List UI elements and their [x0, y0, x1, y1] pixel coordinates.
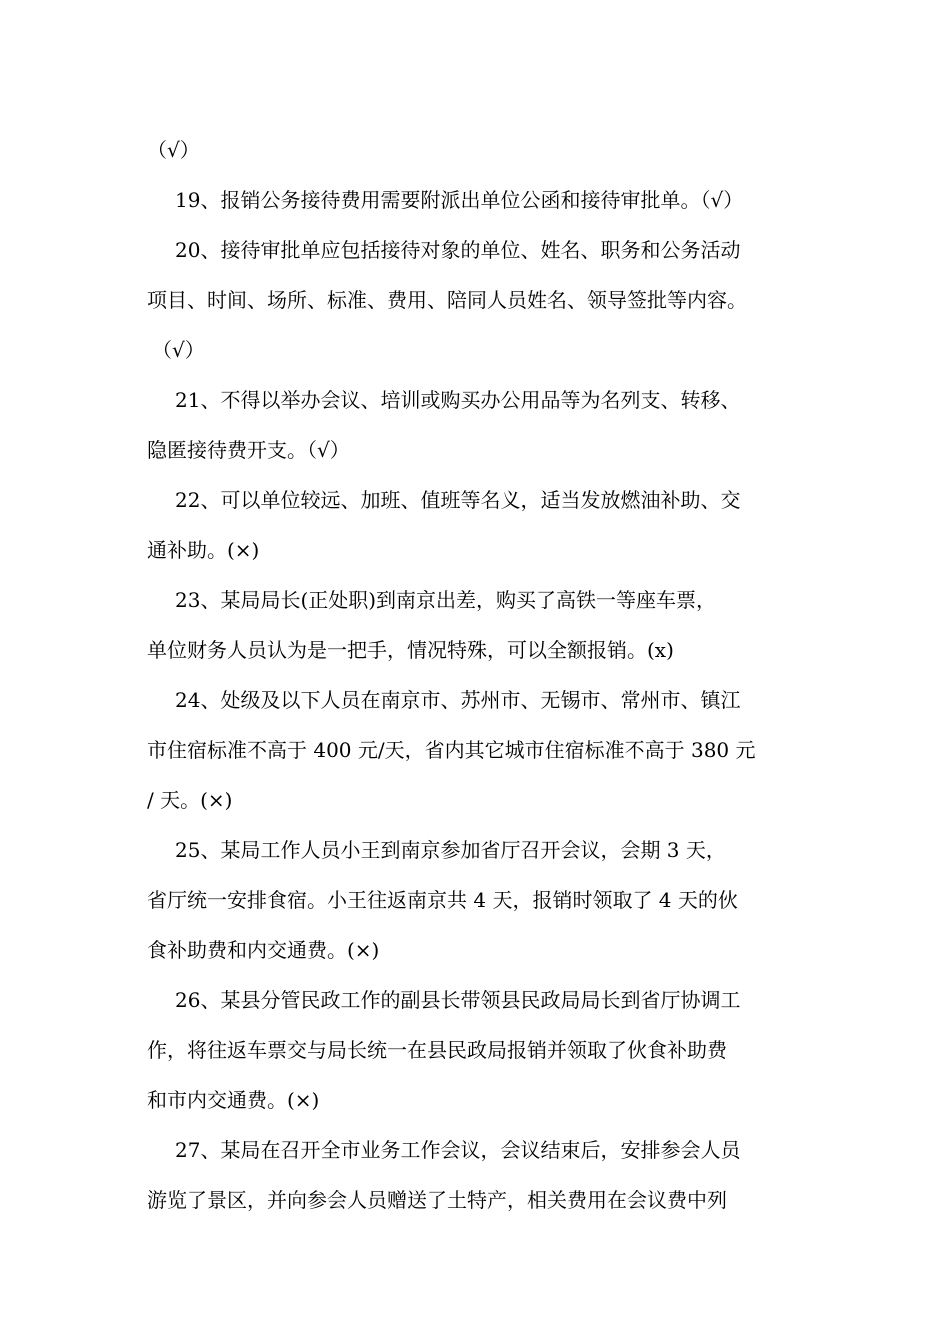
text-line: （√） [147, 138, 200, 162]
text-line: 省厅统一安排食宿。小王往返南京共 4 天，报销时领取了 4 天的伙 [147, 888, 738, 912]
text-line: 26、某县分管民政工作的副县长带领县民政局局长到省厅协调工 [175, 988, 741, 1012]
text-line: / 天。(×) [147, 788, 233, 812]
text-line: 通补助。(×) [147, 538, 260, 562]
text-line: 23、某局局长(正处职)到南京出差，购买了高铁一等座车票， [175, 588, 717, 612]
text-line: 项目、时间、场所、标准、费用、陪同人员姓名、领导签批等内容。 [147, 288, 747, 312]
text-line: 25、某局工作人员小王到南京参加省厅召开会议，会期 3 天， [175, 838, 726, 862]
text-line: 和市内交通费。(×) [147, 1088, 320, 1112]
text-line: 19、报销公务接待费用需要附派出单位公函和接待审批单。（√） [175, 188, 744, 212]
text-line: 作，将往返车票交与局长统一在县民政局报销并领取了伙食补助费 [147, 1038, 727, 1062]
text-line: 24、处级及以下人员在南京市、苏州市、无锡市、常州市、镇江 [175, 688, 741, 712]
text-line: 27、某局在召开全市业务工作会议，会议结束后，安排参会人员 [175, 1138, 741, 1162]
text-line: 隐匿接待费开支。（√） [147, 438, 350, 462]
text-line: 游览了景区，并向参会人员赠送了土特产，相关费用在会议费中列 [147, 1188, 727, 1212]
text-line: 20、接待审批单应包括接待对象的单位、姓名、职务和公务活动 [175, 238, 741, 262]
text-line: 食补助费和内交通费。(×) [147, 938, 380, 962]
text-line: （√） [152, 338, 205, 362]
text-line: 21、不得以举办会议、培训或购买办公用品等为名列支、转移、 [175, 388, 741, 412]
text-line: 单位财务人员认为是一把手，情况特殊，可以全额报销。(x) [147, 638, 674, 662]
text-line: 22、可以单位较远、加班、值班等名义，适当发放燃油补助、交 [175, 488, 741, 512]
text-line: 市住宿标准不高于 400 元/天，省内其它城市住宿标准不高于 380 元 [147, 738, 756, 762]
